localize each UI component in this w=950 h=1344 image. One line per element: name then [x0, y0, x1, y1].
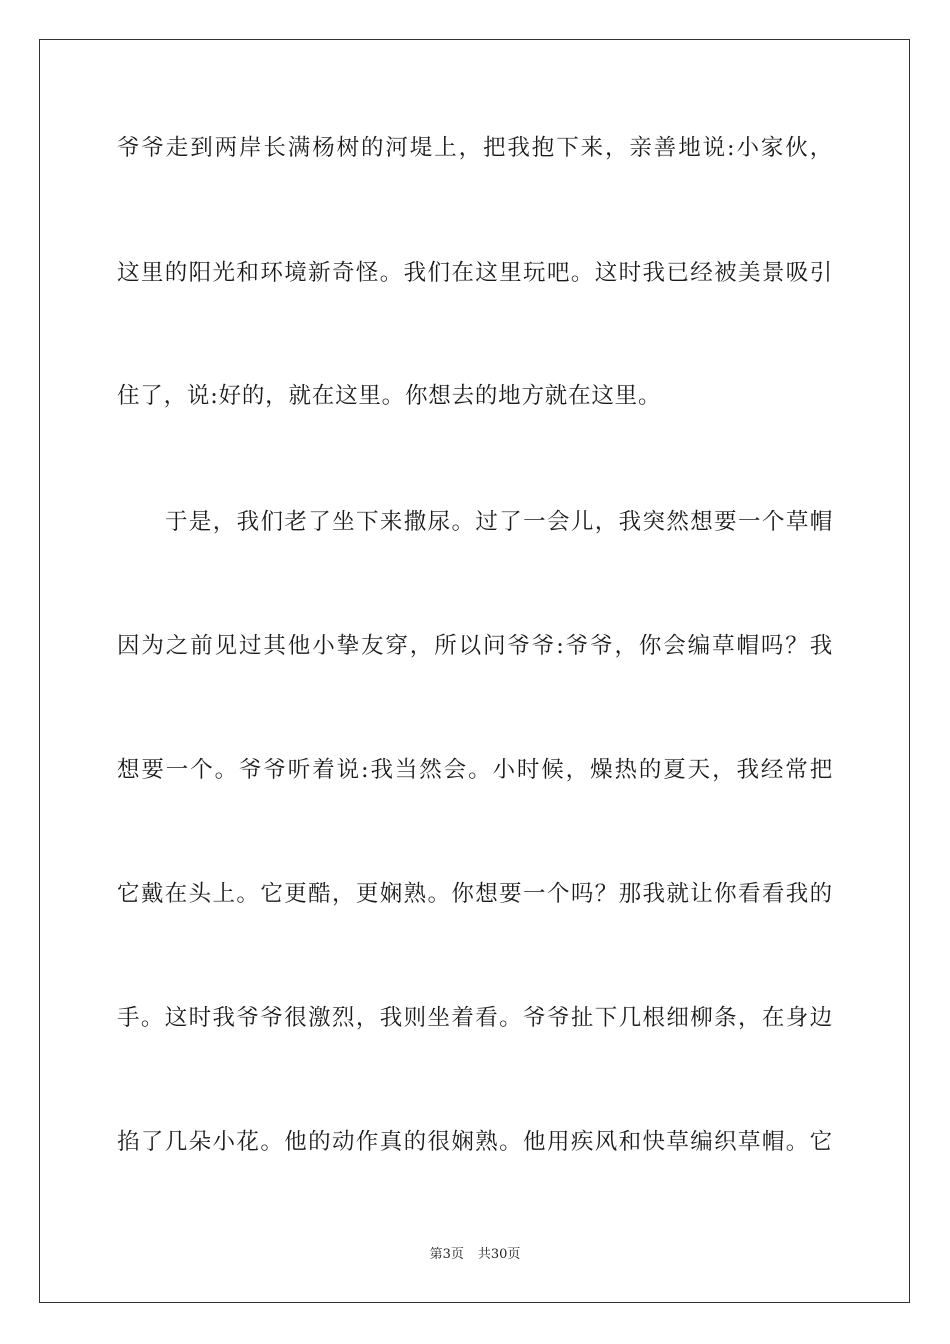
page-border [39, 39, 910, 1303]
text-line: 爷爷走到两岸长满杨树的河堤上，把我抱下来，亲善地说:小家伙， [117, 135, 833, 161]
text-line: 手。这时我爷爷很激烈，我则坐着看。爷爷扯下几根细柳条，在身边 [117, 1005, 833, 1031]
text-line: 想要一个。爷爷听着说:我当然会。小时候，燥热的夏天，我经常把 [117, 757, 833, 783]
text-line: 住了，说:好的，就在这里。你想去的地方就在这里。 [117, 383, 662, 409]
text-line: 这里的阳光和环境新奇怪。我们在这里玩吧。这时我已经被美景吸引 [117, 260, 833, 286]
page-number: 第3页 [429, 1247, 464, 1262]
text-line: 因为之前见过其他小挚友穿，所以问爷爷:爷爷，你会编草帽吗？我 [117, 633, 833, 659]
text-line: 它戴在头上。它更酷，更娴熟。你想要一个吗？那我就让你看看我的 [117, 881, 833, 907]
page-total: 共30页 [477, 1247, 521, 1262]
paragraph-first-line: 于是，我们老了坐下来撒尿。过了一会儿，我突然想要一个草帽 [165, 509, 833, 535]
text-line: 掐了几朵小花。他的动作真的很娴熟。他用疾风和快草编织草帽。它 [117, 1129, 833, 1155]
page-footer [0, 1246, 950, 1264]
